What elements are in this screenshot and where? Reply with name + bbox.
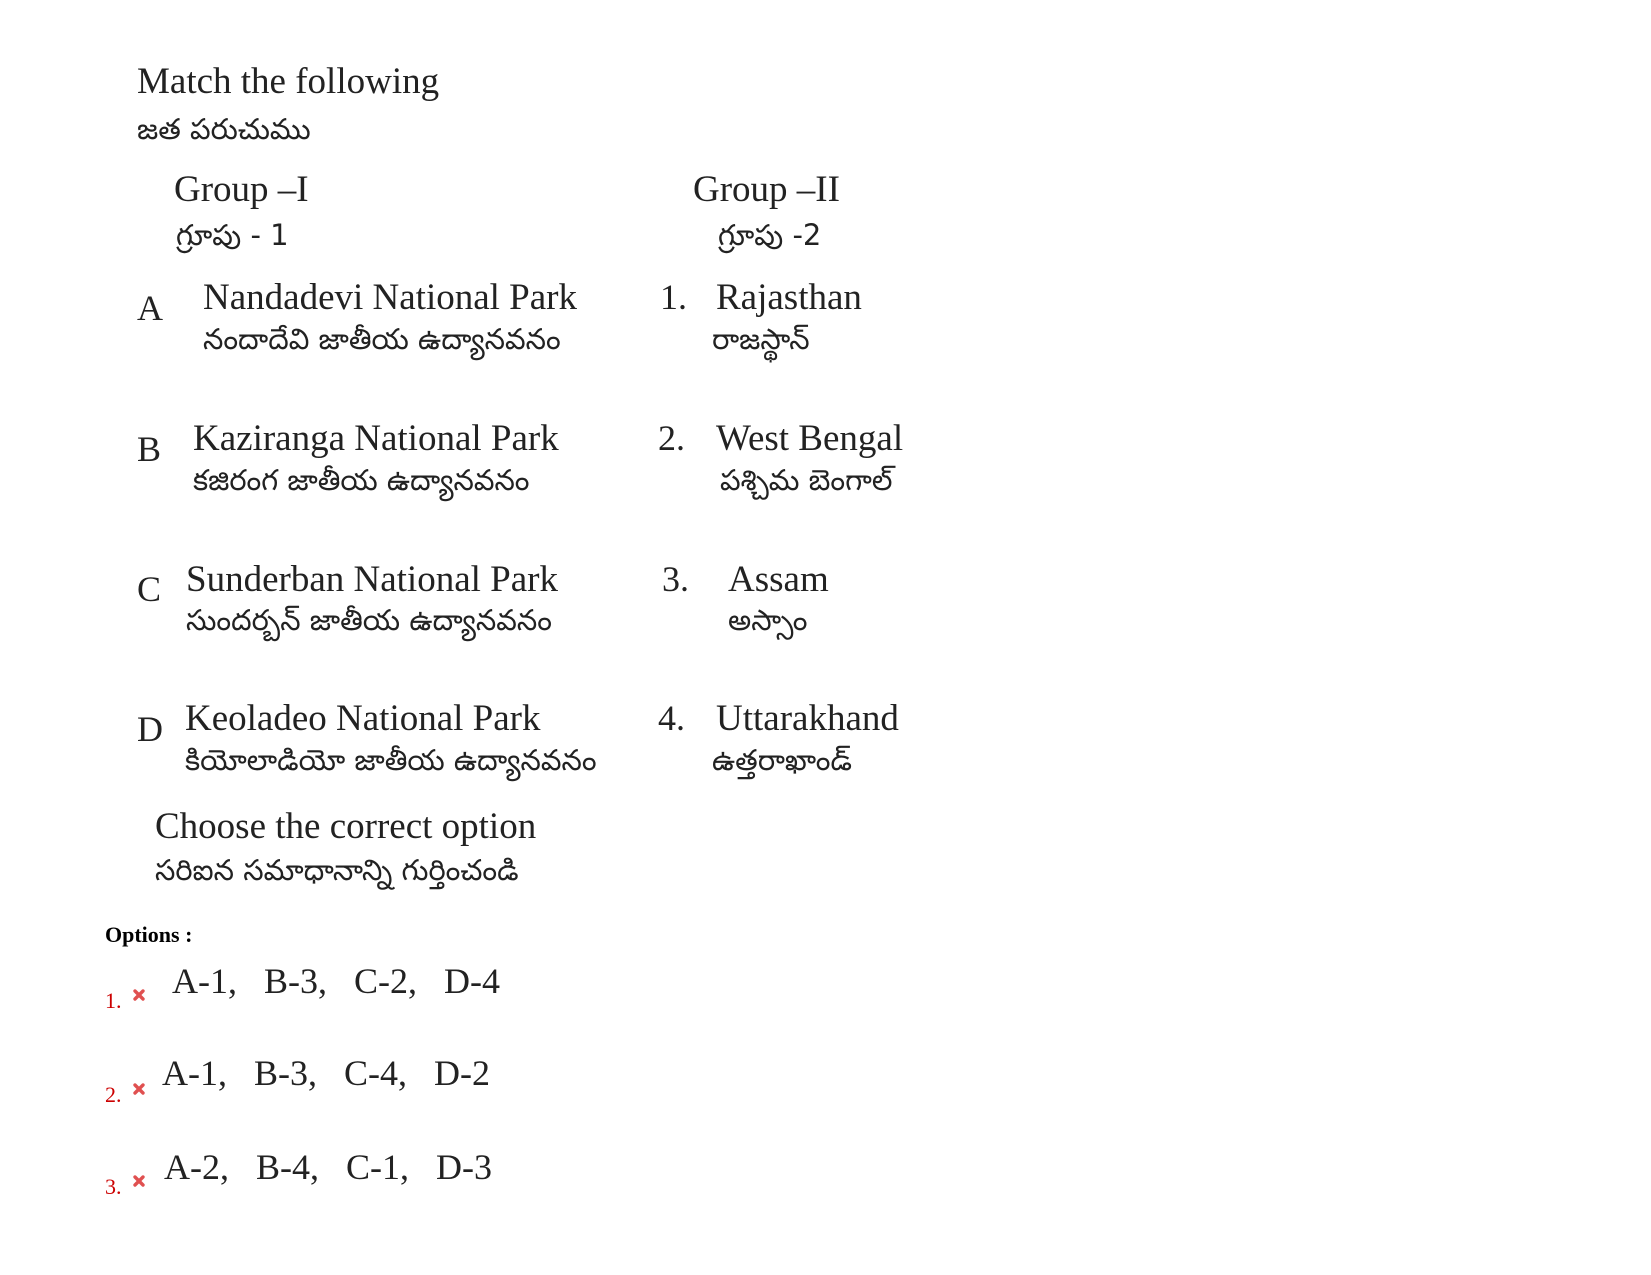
option-text[interactable]: A-2, B-4, C-1, D-3: [164, 1147, 492, 1187]
option-number: 2.: [105, 1082, 122, 1107]
option-number: 1.: [105, 988, 122, 1013]
park-name: Keoladeo National Park: [185, 698, 541, 739]
state-name-telugu: రాజస్థాన్: [712, 322, 810, 356]
park-name-telugu: నందాదేవి జాతీయ ఉద్యానవనం: [203, 322, 561, 356]
group-1-heading: Group –I: [174, 169, 309, 210]
park-name: Kaziranga National Park: [193, 418, 559, 459]
option-text[interactable]: A-1, B-3, C-4, D-2: [162, 1053, 490, 1093]
row-letter: C: [137, 569, 162, 609]
match-number: 2.: [658, 418, 685, 458]
state-name: Uttarakhand: [716, 698, 899, 739]
state-name: Rajasthan: [716, 277, 862, 318]
cross-icon: [132, 988, 146, 1002]
question-title: Match the following: [137, 61, 440, 102]
row-letter: A: [137, 288, 163, 328]
state-name-telugu: ఉత్తరాఖాండ్: [712, 743, 852, 777]
row-letter: B: [137, 429, 162, 469]
state-name-telugu: అస్సాం: [728, 603, 808, 637]
park-name-telugu: కియోలాడియో జాతీయ ఉద్యానవనం: [185, 743, 597, 777]
park-name-telugu: కజిరంగ జాతీయ ఉద్యానవనం: [193, 463, 530, 497]
prompt-text-telugu: సరిఐన సమాధానాన్ని గుర్తించండి: [155, 853, 519, 887]
park-name: Nandadevi National Park: [203, 277, 577, 318]
group-2-heading: Group –II: [693, 169, 840, 210]
option-text[interactable]: A-1, B-3, C-2, D-4: [172, 961, 500, 1001]
option-number: 3.: [105, 1174, 122, 1199]
cross-icon: [132, 1082, 146, 1096]
group-2-heading-telugu: గ్రూపు -2: [718, 218, 822, 252]
options-heading: Options :: [105, 922, 193, 947]
park-name: Sunderban National Park: [186, 559, 558, 600]
question-title-telugu: జత పరుచుము: [137, 112, 311, 146]
state-name: Assam: [728, 559, 829, 600]
match-number: 3.: [662, 559, 689, 599]
state-name-telugu: పశ్చిమ బెంగాల్: [720, 463, 893, 497]
group-1-heading-telugu: గ్రూపు - 1: [176, 218, 289, 252]
match-number: 4.: [658, 698, 685, 738]
match-number: 1.: [660, 277, 687, 317]
park-name-telugu: సుందర్బన్ జాతీయ ఉద్యానవనం: [186, 603, 552, 637]
prompt-text: Choose the correct option: [155, 806, 537, 847]
cross-icon: [132, 1174, 146, 1188]
state-name: West Bengal: [716, 418, 904, 459]
row-letter: D: [137, 709, 163, 749]
